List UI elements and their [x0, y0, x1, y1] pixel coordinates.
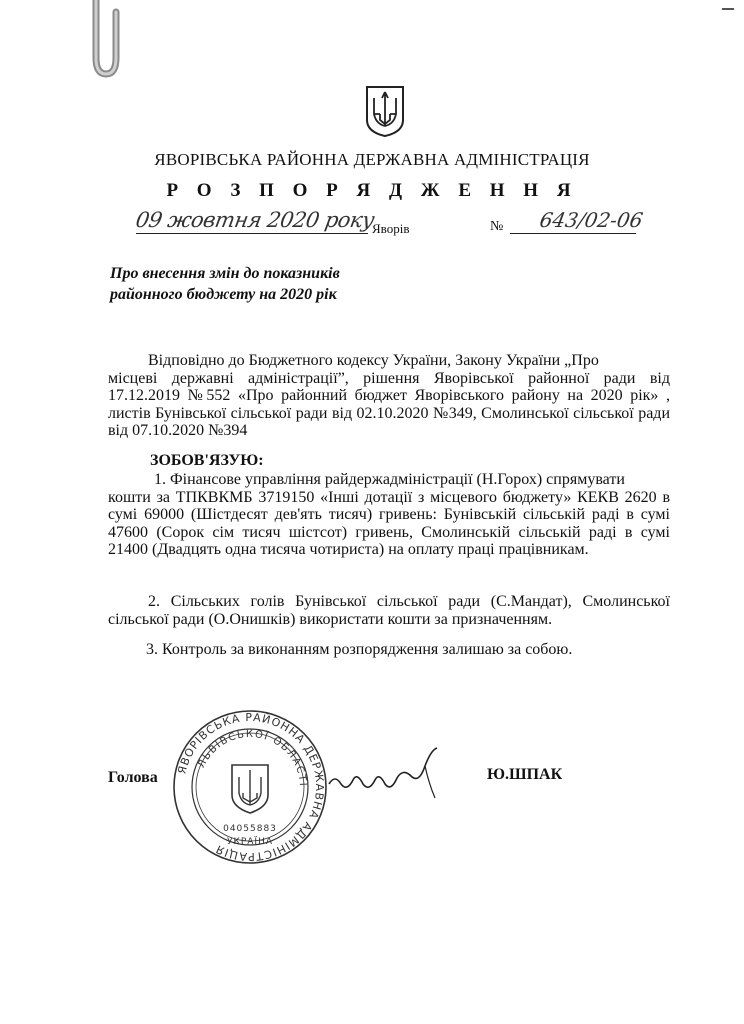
seal-outer-text: ЯВОРІВСЬКА РАЙОННА ДЕРЖАВНА АДМІНІСТРАЦІЯ	[175, 710, 327, 864]
document-subject	[110, 263, 340, 305]
order-item-2	[108, 593, 670, 628]
date-underline	[136, 233, 368, 234]
official-seal-image	[170, 707, 330, 867]
number-underline	[510, 233, 636, 234]
document-place: Яворів	[372, 221, 410, 236]
seal-code: 04055883	[223, 824, 277, 834]
seal-inner-text: ЛЬВІВСЬКОЇ ОБЛАСТІ	[196, 728, 309, 788]
paperclip-image	[82, 0, 128, 80]
handwritten-number: 643/02-06	[537, 208, 645, 232]
preamble-paragraph	[108, 352, 670, 440]
document-type-heading: Р О З П О Р Я Д Ж Е Н Н Я	[166, 180, 578, 201]
resolve-heading: ЗОБОВ'ЯЗУЮ:	[150, 452, 264, 469]
order-item-1-first-line: 1. Фінансове управління райдержадміністрації (Н.Горох) спрямувати	[154, 471, 625, 488]
order-item-1	[108, 471, 670, 559]
signatory-position: Голова	[108, 769, 158, 786]
coat-of-arms-icon	[364, 84, 406, 138]
order-item-1-text: кошти за ТПКВКМБ 3719150 «Інші дотації з місцевого бюджету» КЕКВ 2620 в сумі 69000 (Шістдесят дев'ять тисяч) гривень: Бунівській сільській раді в сумі 47600 (Сорок сім тисяч шістсот) гривень, Смолинській сільській раді в сумі 21400 (Двадцять одна тисяча чотириста) на оплату праці працівникам.	[108, 488, 670, 558]
preamble-first-line: Відповідно до Бюджетного кодексу України, Закону України „Про	[148, 352, 599, 369]
order-item-2-text: 2. Сільських голів Бунівської сільської ради (С.Мандат), Смолинської сільської ради (О.Онишків) використати кошти за призначенням.	[108, 593, 670, 628]
order-item-3: 3. Контроль за виконанням розпорядження залишаю за собою.	[146, 641, 573, 658]
subject-line-2: районного бюджету на 2020 рік	[110, 286, 337, 303]
organization-title: ЯВОРІВСЬКА РАЙОННА ДЕРЖАВНА АДМІНІСТРАЦІЯ	[154, 150, 590, 169]
preamble-text: місцеві державні адміністрації”, рішення Яворівської районної ради від 17.12.2019 №552 «Про районний бюджет Яворівського району на 2020 рік» , листів Бунівської сільської ради від 02.10.2020 №349, Смолинської сільської ради від 07.10.2020 №394	[108, 369, 670, 439]
handwritten-date: 09 жовтня 2020 року	[133, 208, 377, 232]
subject-line-1: Про внесення змін до показників	[110, 265, 340, 282]
seal-country: УКРАЇНА	[226, 837, 274, 847]
signatory-name: Ю.ШПАК	[487, 766, 563, 783]
number-label: №	[490, 219, 504, 234]
scan-mark	[722, 8, 734, 10]
handwritten-signature-image	[325, 744, 455, 804]
